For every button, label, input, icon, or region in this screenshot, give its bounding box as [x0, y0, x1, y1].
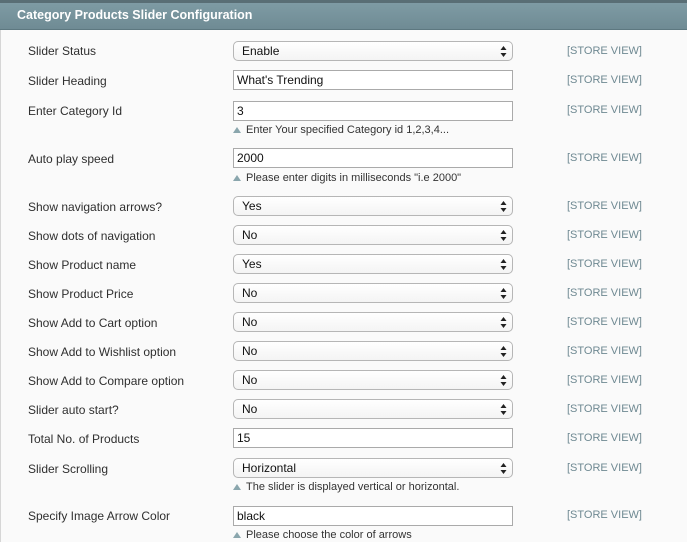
add-to-cart-value: No [242, 315, 258, 329]
scope-label: [STORE VIEW] [567, 258, 642, 270]
scope-label: [STORE VIEW] [567, 345, 642, 357]
category-id-note-text: Enter Your specified Category id 1,2,3,4... [246, 124, 450, 136]
auto-start-label: Slider auto start? [28, 403, 119, 417]
auto-start-select[interactable] [233, 399, 513, 419]
auto-play-speed-label: Auto play speed [28, 152, 115, 166]
auto-play-speed-note [233, 172, 461, 184]
triangle-up-icon [233, 532, 241, 538]
scope-label: [STORE VIEW] [567, 152, 642, 164]
scope-label: [STORE VIEW] [567, 432, 642, 444]
arrow-color-note-text: Please choose the color of arrows [246, 529, 412, 541]
scope-label: [STORE VIEW] [567, 45, 642, 57]
scope-label: [STORE VIEW] [567, 74, 642, 86]
scope-label: [STORE VIEW] [567, 374, 642, 386]
arrow-color-label: Specify Image Arrow Color [28, 509, 171, 523]
arrow-color-input[interactable] [233, 506, 513, 526]
auto-play-speed-input[interactable] [233, 148, 513, 168]
nav-arrows-label: Show navigation arrows? [28, 200, 163, 214]
product-price-value: No [242, 286, 258, 300]
total-products-label: Total No. of Products [28, 432, 140, 446]
section-title: Category Products Slider Configuration [17, 8, 253, 22]
slider-heading-input[interactable] [233, 70, 513, 90]
slider-scrolling-select[interactable] [233, 458, 513, 478]
section-header[interactable] [0, 0, 687, 30]
add-to-wishlist-label: Show Add to Wishlist option [28, 345, 177, 359]
scope-label: [STORE VIEW] [567, 316, 642, 328]
auto-play-speed-note-text: Please enter digits in milliseconds "i.e 2000" [246, 172, 462, 184]
nav-dots-select[interactable] [233, 225, 513, 245]
add-to-wishlist-select[interactable] [233, 341, 513, 361]
slider-heading-label: Slider Heading [28, 74, 107, 88]
slider-scrolling-note-text: The slider is displayed vertical or horizontal. [246, 481, 460, 493]
scope-label: [STORE VIEW] [567, 287, 642, 299]
triangle-up-icon [233, 175, 241, 181]
scope-label: [STORE VIEW] [567, 229, 642, 241]
scope-label: [STORE VIEW] [567, 509, 642, 521]
product-price-label: Show Product Price [28, 287, 134, 301]
up-down-chevron-icon [500, 45, 507, 58]
up-down-chevron-icon [500, 403, 507, 416]
category-id-note [233, 124, 449, 136]
up-down-chevron-icon [500, 462, 507, 475]
product-price-select[interactable] [233, 283, 513, 303]
total-products-input[interactable] [233, 428, 513, 448]
nav-arrows-select[interactable] [233, 196, 513, 216]
add-to-compare-value: No [242, 373, 258, 387]
add-to-compare-select[interactable] [233, 370, 513, 390]
auto-start-value: No [242, 402, 258, 416]
slider-status-value: Enable [242, 44, 280, 58]
slider-scrolling-label: Slider Scrolling [28, 462, 109, 476]
category-id-input[interactable] [233, 101, 513, 121]
category-id-label: Enter Category Id [28, 104, 123, 118]
up-down-chevron-icon [500, 200, 507, 213]
product-name-value: Yes [242, 257, 262, 271]
add-to-compare-label: Show Add to Compare option [28, 374, 185, 388]
scope-label: [STORE VIEW] [567, 104, 642, 116]
arrow-color-note [233, 529, 412, 541]
nav-dots-value: No [242, 228, 258, 242]
up-down-chevron-icon [500, 374, 507, 387]
up-down-chevron-icon [500, 258, 507, 271]
add-to-wishlist-value: No [242, 344, 258, 358]
slider-scrolling-value: Horizontal [242, 461, 297, 475]
scope-label: [STORE VIEW] [567, 403, 642, 415]
up-down-chevron-icon [500, 229, 507, 242]
up-down-chevron-icon [500, 287, 507, 300]
product-name-select[interactable] [233, 254, 513, 274]
slider-status-label: Slider Status [28, 44, 97, 58]
add-to-cart-select[interactable] [233, 312, 513, 332]
scope-label: [STORE VIEW] [567, 200, 642, 212]
triangle-up-icon [233, 127, 241, 133]
nav-arrows-value: Yes [242, 199, 262, 213]
add-to-cart-label: Show Add to Cart option [28, 316, 158, 330]
slider-scrolling-note [233, 481, 459, 493]
product-name-label: Show Product name [28, 258, 137, 272]
up-down-chevron-icon [500, 345, 507, 358]
up-down-chevron-icon [500, 316, 507, 329]
slider-status-select[interactable] [233, 41, 513, 61]
triangle-up-icon [233, 484, 241, 490]
nav-dots-label: Show dots of navigation [28, 229, 156, 243]
scope-label: [STORE VIEW] [567, 462, 642, 474]
